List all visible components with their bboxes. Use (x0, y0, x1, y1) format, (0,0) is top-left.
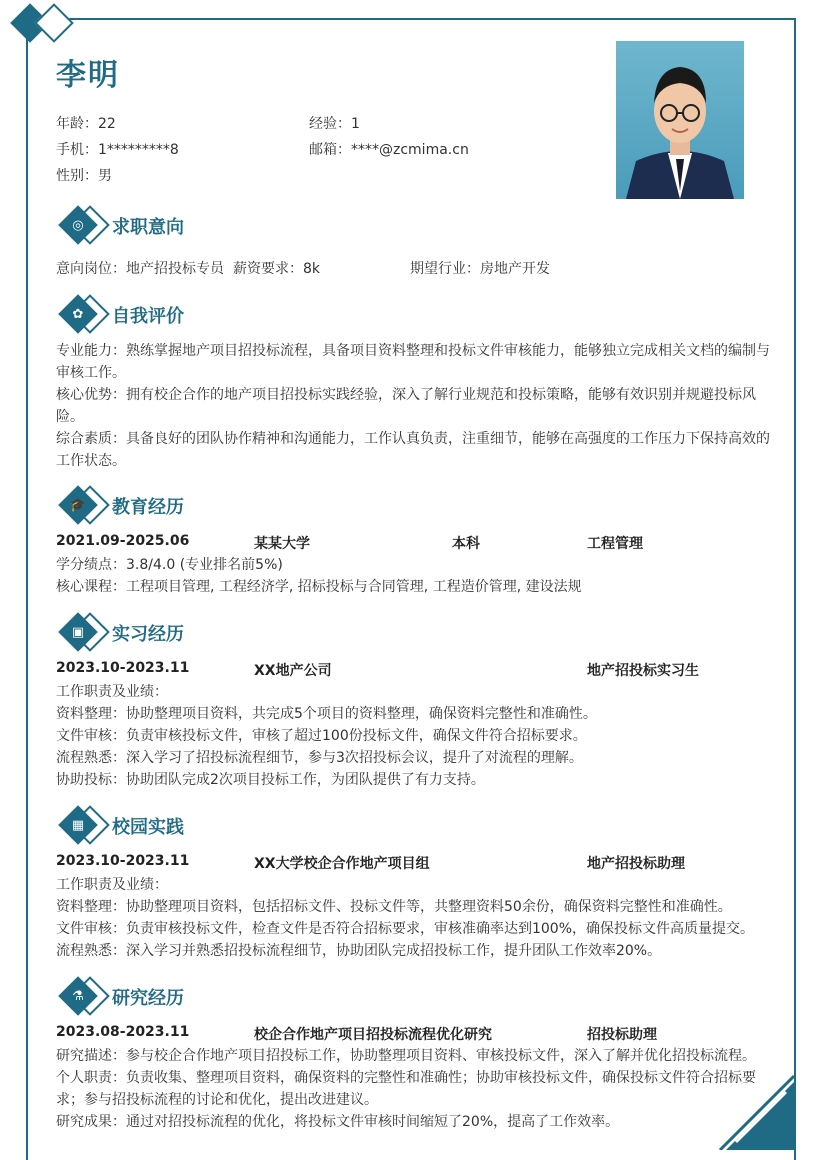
section-title: 研究经历 (112, 988, 184, 1009)
campus-line: 文件审核：负责审核投标文件，检查文件是否符合招标要求，审核准确率达到100%，确保投标文件高质量提交。 (56, 921, 755, 937)
research-topic: 校企合作地产项目招投标流程优化研究 (254, 1027, 492, 1043)
section-title: 实习经历 (112, 624, 184, 645)
section-title: 教育经历 (112, 497, 184, 518)
intent-salary: 薪资要求：8k (233, 261, 321, 277)
self-eval-1: 专业能力：熟练掌握地产项目招投标流程，具备项目资料整理和投标文件审核能力，能够独立完成相关文档的编制与审核工作。 (56, 343, 770, 381)
campus-line: 工作职责及业绩： (56, 877, 168, 893)
profile-photo (616, 41, 744, 199)
intern-company: XX地产公司 (254, 663, 332, 679)
research-line: 研究描述：参与校企合作地产项目招投标工作，协助整理项目资料、审核投标文件，深入了解并优化招投标流程。 (56, 1048, 756, 1064)
experience: 经验：1 (309, 116, 360, 132)
self-eval-2: 核心优势：拥有校企合作的地产项目招投标实践经验，深入了解行业规范和投标策略，能够有效识别并规避投标风险。 (56, 387, 756, 425)
edu-gpa: 学分绩点：3.8/4.0 (专业排名前5%) (56, 557, 283, 573)
email: 邮箱：****@zcmima.cn (309, 142, 469, 158)
edu-degree: 本科 (452, 536, 480, 552)
research-line: 研究成果：通过对招投标流程的优化，将投标文件审核时间缩短了20%，提高了工作效率。 (56, 1114, 620, 1130)
briefcase-icon: ▣ (71, 624, 85, 640)
research-role: 招投标助理 (587, 1027, 657, 1043)
intern-line: 工作职责及业绩： (56, 684, 168, 700)
graduation-cap-icon: 🎓 (69, 497, 87, 513)
intern-line: 流程熟悉：深入学习了招投标流程细节，参与3次招投标会议，提升了对流程的理解。 (56, 750, 583, 766)
edu-period: 2021.09-2025.06 (56, 533, 190, 549)
campus-line: 资料整理：协助整理项目资料，包括招标文件、投标文件等，共整理资料50余份，确保资料完整性和准确性。 (56, 899, 732, 915)
section-title: 校园实践 (112, 817, 184, 838)
flower-icon: ✿ (72, 306, 84, 322)
intern-line: 协助投标：协助团队完成2次项目投标工作，为团队提供了有力支持。 (56, 772, 485, 788)
building-icon: ▦ (71, 817, 85, 833)
intent-position: 意向岗位：地产招投标专员 (56, 261, 224, 277)
intent-industry: 期望行业：房地产开发 (410, 261, 550, 277)
candidate-name: 李明 (56, 58, 120, 93)
gender: 性别：男 (56, 168, 112, 184)
section-title: 自我评价 (112, 306, 184, 327)
campus-org: XX大学校企合作地产项目组 (254, 856, 430, 872)
research-period: 2023.08-2023.11 (56, 1024, 190, 1040)
target-icon: ◎ (72, 217, 84, 233)
intern-period: 2023.10-2023.11 (56, 660, 190, 676)
edu-school: 某某大学 (254, 536, 310, 552)
edu-major: 工程管理 (587, 536, 643, 552)
campus-period: 2023.10-2023.11 (56, 853, 190, 869)
age: 年龄：22 (56, 116, 116, 132)
intern-line: 文件审核：负责审核投标文件，审核了超过100份投标文件，确保文件符合招标要求。 (56, 728, 587, 744)
campus-line: 流程熟悉：深入学习并熟悉招投标流程细节，协助团队完成招投标工作，提升团队工作效率20%。 (56, 943, 662, 959)
research-line: 个人职责：负责收集、整理项目资料，确保资料的完整性和准确性；协助审核投标文件，确保投标文件符合招标要求；参与招投标流程的讨论和优化，提出改进建议。 (56, 1070, 756, 1108)
intern-line: 资料整理：协助整理项目资料，共完成5个项目的资料整理，确保资料完整性和准确性。 (56, 706, 597, 722)
campus-role: 地产招投标助理 (587, 856, 685, 872)
flask-icon: ⚗ (72, 988, 84, 1004)
section-title: 求职意向 (112, 217, 184, 238)
phone: 手机：1*********8 (56, 142, 179, 158)
edu-courses: 核心课程：工程项目管理, 工程经济学, 招标投标与合同管理, 工程造价管理, 建设法规 (56, 579, 582, 595)
self-eval-3: 综合素质：具备良好的团队协作精神和沟通能力，工作认真负责，注重细节，能够在高强度的工作压力下保持高效的工作状态。 (56, 431, 770, 469)
intern-role: 地产招投标实习生 (587, 663, 699, 679)
